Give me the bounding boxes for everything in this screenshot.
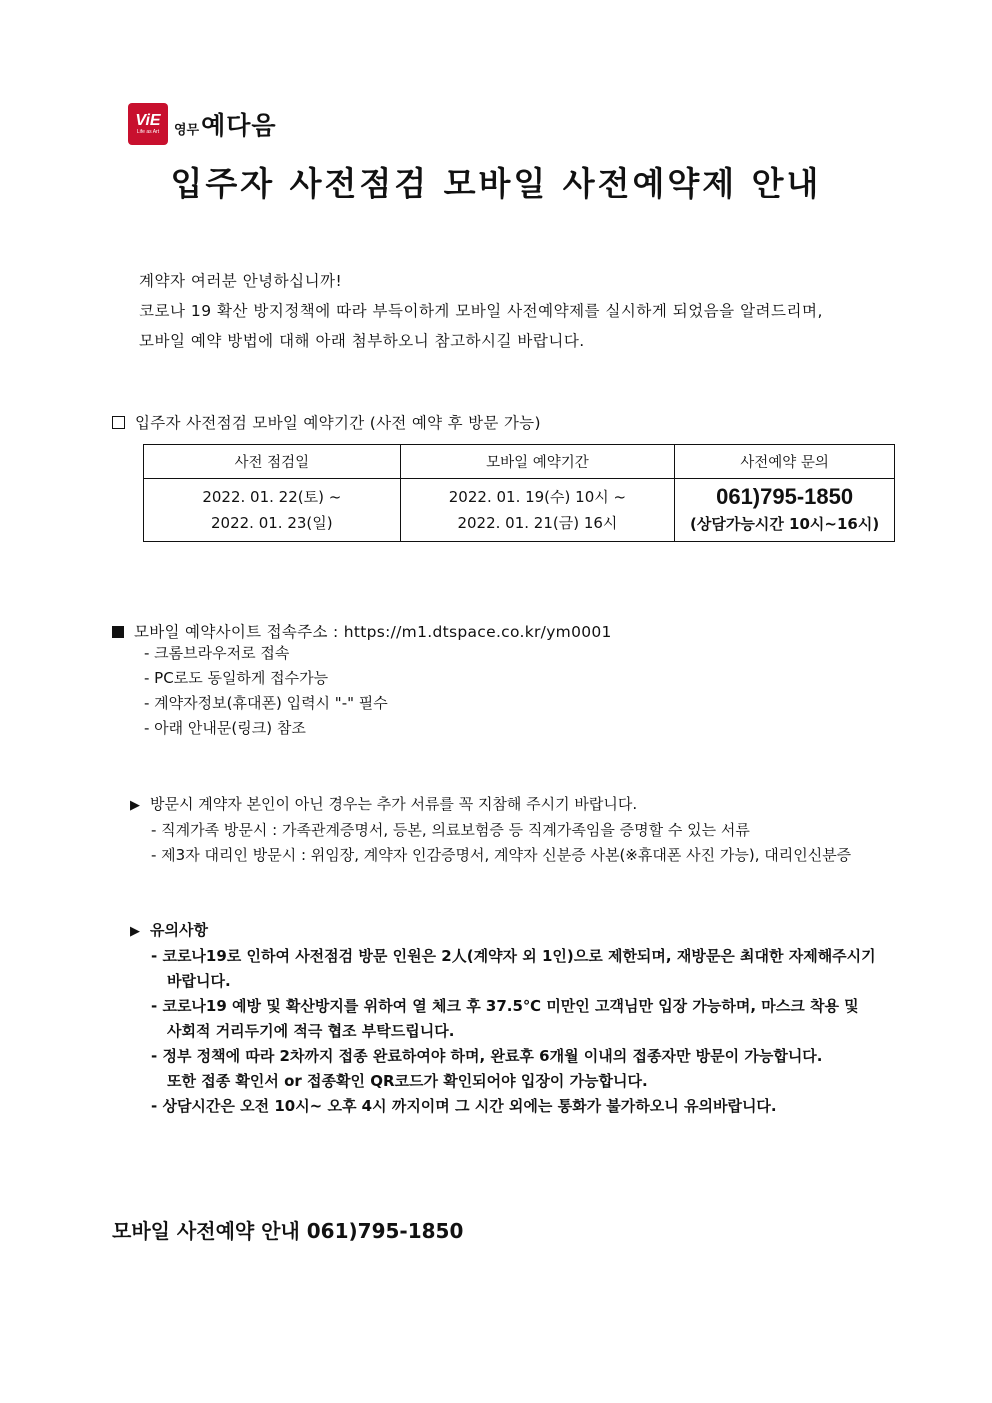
notice-line: 또한 접종 확인서 or 접종확인 QR코드가 확인되어야 입장이 가능합니다. xyxy=(167,1072,648,1090)
table-header-row xyxy=(144,445,895,479)
greeting-paragraph xyxy=(139,266,823,356)
triangle-bullet-icon: ▶ xyxy=(130,798,140,813)
notice-line: 바랍니다. xyxy=(167,972,231,990)
visit-heading-text: 방문시 계약자 본인이 아닌 경우는 추가 서류를 꼭 지참해 주시기 바랍니다. xyxy=(150,795,638,813)
schedule-heading xyxy=(112,411,541,433)
notice-heading-text: 유의사항 xyxy=(150,921,208,939)
list-item: - PC로도 동일하게 접수가능 xyxy=(144,669,329,687)
site-heading-text: 모바일 예약사이트 접속주소 : https://m1.dtspace.co.kr/ym0001 xyxy=(134,623,612,641)
list-item: - 크롬브라우저로 접속 xyxy=(144,644,290,662)
notice-line: - 코로나19로 인하여 사전점검 방문 인원은 2人(계약자 외 1인)으로 제한되며, 재방문은 최대한 자제해주시기 xyxy=(151,947,876,965)
visit-section xyxy=(130,792,851,868)
visit-heading xyxy=(130,792,851,818)
list-item: - 제3자 대리인 방문시 : 위임장, 계약자 인감증명서, 계약자 신분증 사본(※휴대폰 사진 가능), 대리인신분증 xyxy=(151,846,852,864)
inquiry-cell xyxy=(675,479,895,542)
notice-line: - 코로나19 예방 및 확산방지를 위하여 열 체크 후 37.5℃ 미만인 고객님만 입장 가능하며, 마스크 착용 및 xyxy=(151,997,859,1015)
greeting-line: 계약자 여러분 안녕하십니까! xyxy=(139,272,343,290)
vie-badge-logo xyxy=(128,103,168,145)
greeting-line: 모바일 예약 방법에 대해 아래 첨부하오니 참고하시길 바랍니다. xyxy=(139,332,585,350)
logo xyxy=(128,103,277,145)
schedule-heading-text: 입주자 사전점검 모바일 예약기간 (사전 예약 후 방문 가능) xyxy=(135,414,541,432)
inquiry-phone: 061)795-1850 xyxy=(716,484,854,509)
logo-badge-text: ViE xyxy=(135,111,161,129)
site-instructions-list xyxy=(144,641,388,741)
inspection-date-start: 2022. 01. 22(토) ~ xyxy=(202,488,342,506)
filled-square-icon xyxy=(112,626,124,638)
footer-contact: 모바일 사전예약 안내 061)795-1850 xyxy=(112,1219,464,1243)
notice-line: - 상담시간은 오전 10시~ 오후 4시 까지이며 그 시간 외에는 통화가 불가하오니 유의바랍니다. xyxy=(151,1097,777,1115)
empty-square-icon xyxy=(112,416,125,429)
list-item: - 아래 안내문(링크) 참조 xyxy=(144,719,306,737)
triangle-bullet-icon: ▶ xyxy=(130,924,140,939)
header-inquiry: 사전예약 문의 xyxy=(675,445,895,479)
list-item: - 계약자정보(휴대폰) 입력시 "-" 필수 xyxy=(144,694,388,712)
logo-main-text: 예다음 xyxy=(201,111,277,140)
reservation-period-end: 2022. 01. 21(금) 16시 xyxy=(457,514,618,532)
notice-line: - 정부 정책에 따라 2차까지 접종 완료하여야 하며, 완료후 6개월 이내의 접종자만 방문이 가능합니다. xyxy=(151,1047,823,1065)
inspection-date-end: 2022. 01. 23(일) xyxy=(211,514,333,532)
header-inspection-date: 사전 점검일 xyxy=(144,445,401,479)
list-item: - 직계가족 방문시 : 가족관계증명서, 등본, 의료보험증 등 직계가족임을 증명할 수 있는 서류 xyxy=(151,821,750,839)
schedule-table xyxy=(143,444,895,542)
page-title: 입주자 사전점검 모바일 사전예약제 안내 xyxy=(170,164,822,203)
notice-line: 사회적 거리두기에 적극 협조 부탁드립니다. xyxy=(167,1022,455,1040)
site-heading xyxy=(112,620,612,642)
greeting-line: 코로나 19 확산 방지정책에 따라 부득이하게 모바일 사전예약제를 실시하게 되었음을 알려드리며, xyxy=(139,302,823,320)
inspection-date-cell xyxy=(144,479,401,542)
notice-section xyxy=(130,918,876,1119)
notice-heading xyxy=(130,918,876,944)
logo-sub-text: 영무 xyxy=(174,123,200,138)
logo-badge-subtext: Life as Art xyxy=(136,128,160,135)
reservation-period-cell xyxy=(400,479,675,542)
table-row xyxy=(144,479,895,542)
reservation-period-start: 2022. 01. 19(수) 10시 ~ xyxy=(448,488,627,506)
inquiry-hours: (상담가능시간 10시~16시) xyxy=(690,515,880,533)
header-reservation-period: 모바일 예약기간 xyxy=(400,445,675,479)
